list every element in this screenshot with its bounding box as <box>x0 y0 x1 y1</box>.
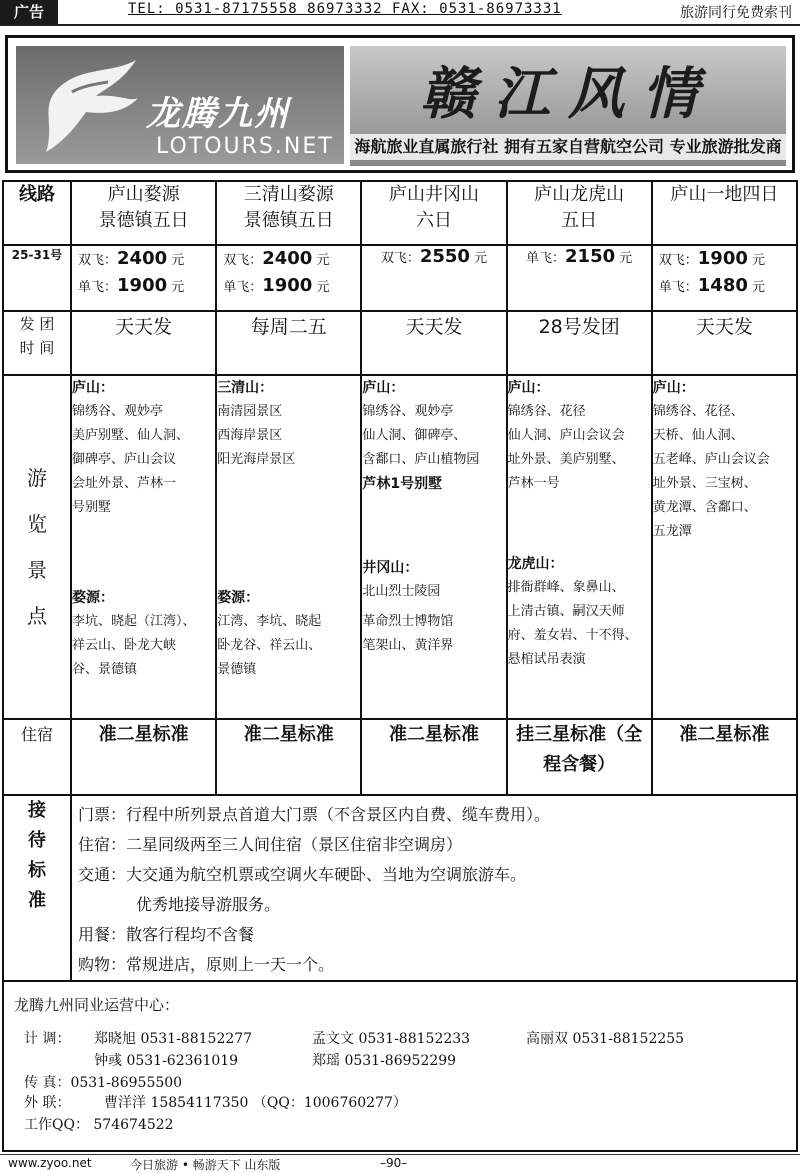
ops-title: 龙腾九州同业运营中心： <box>14 996 180 1014</box>
banner-subtitle: 海航旅业直属旅行社 拥有五家自营航空公司 专业旅游批发商 <box>350 134 786 160</box>
contact-item: 孟文文 0531-88152233 <box>312 1031 471 1047</box>
contact-item: 高丽双 0531-88152255 <box>526 1031 685 1047</box>
departure-label: 发 团 时 间 <box>3 311 71 375</box>
spots-cell: 庐山： 锦绣谷、花径、 天桥、仙人洞、 五老峰、庐山会议会 址外景、三宝树、 黄龙潭、含鄱口、 五龙潭 <box>652 375 797 719</box>
spots-label: 游 览 景 点 <box>3 375 71 719</box>
price-cell: 双飞：2550 元 <box>361 245 506 311</box>
spots-cell: 庐山： 锦绣谷、观妙亭 仙人洞、御碑亭、 含鄱口、庐山植物园 芦林1号别墅 井冈山： 北山烈士陵园 革命烈士博物馆 笔架山、黄洋界 <box>361 375 506 719</box>
reception-label: 接 待 标 准 <box>3 795 71 981</box>
departure-cell: 每周二五 <box>216 311 361 375</box>
qq-line: 工作QQ： 574674522 <box>24 1117 174 1133</box>
stay-cell: 准二星标准 <box>652 719 797 795</box>
contact-item: 郑瑶 0531-86952299 <box>312 1053 457 1069</box>
route-cell: 庐山婺源 景德镇五日 <box>71 181 216 245</box>
stay-label: 住宿 <box>3 719 71 795</box>
brand-line: 今日旅游 • 畅游天下 山东版 <box>130 1158 281 1172</box>
date-label: 25-31号 <box>3 245 71 311</box>
price-cell: 单飞：2150 元 <box>507 245 652 311</box>
stay-cell: 准二星标准 <box>216 719 361 795</box>
logo-box <box>16 46 344 164</box>
price-row <box>3 245 797 311</box>
price-cell: 双飞：2400 元 单飞：1900 元 <box>71 245 216 311</box>
bottom-bar <box>0 1154 800 1173</box>
reception-row <box>3 795 797 981</box>
departure-row <box>3 311 797 375</box>
logo-cn-text: 龙腾九州 <box>146 94 290 134</box>
banner-title: 赣江风情 <box>420 61 716 127</box>
plan-label: 计 调： <box>24 1031 71 1047</box>
site-url: www.zyoo.net <box>8 1156 92 1170</box>
stay-cell: 挂三星标准（全程含餐） <box>507 719 652 795</box>
route-label: 线路 <box>3 181 71 245</box>
contact-item: 郑晓旭 0531-88152277 <box>94 1031 253 1047</box>
dragon-logo-icon <box>26 52 146 160</box>
price-cell: 双飞：1900 元 单飞：1480 元 <box>652 245 797 311</box>
contact-line: TEL: 0531-87175558 86973332 FAX: 0531-86973331 <box>128 1 562 17</box>
contact-section <box>2 976 798 1152</box>
route-table <box>2 180 798 982</box>
slogan: 旅游同行免费索刊 <box>680 5 792 21</box>
departure-cell: 天天发 <box>361 311 506 375</box>
ext-label: 外 联： <box>24 1095 71 1111</box>
reception-items: 门票：行程中所列景点首道大门票（不含景区内自费、缆车费用）。 住宿：二星同级两至三人间住宿（景区住宿非空调房） 交通：大交通为航空机票或空调火车硬卧、当地为空调旅游车。 优秀地接导游服务。 用餐：散客行程均不含餐 购物：常规进店，原则上一天一个。 <box>71 795 797 981</box>
spots-row <box>3 375 797 719</box>
title-box <box>350 46 786 166</box>
departure-cell: 28号发团 <box>507 311 652 375</box>
page-number: –90– <box>380 1156 408 1170</box>
spots-cell: 庐山： 锦绣谷、花径 仙人洞、庐山会议会 址外景、美庐别墅、 芦林一号 龙虎山： 排衙群峰、象鼻山、 上清古镇、嗣汉天师 府、羞女岩、十不得、 悬棺试吊表演 <box>507 375 652 719</box>
price-cell: 双飞：2400 元 单飞：1900 元 <box>216 245 361 311</box>
route-header-row <box>3 181 797 245</box>
stay-cell: 准二星标准 <box>361 719 506 795</box>
top-bar <box>0 0 800 26</box>
route-cell: 三清山婺源 景德镇五日 <box>216 181 361 245</box>
ext-value: 曹洋洋 15854117350 （QQ：1006760277） <box>104 1095 407 1111</box>
stay-row <box>3 719 797 795</box>
route-cell: 庐山龙虎山 五日 <box>507 181 652 245</box>
spots-cell: 庐山： 锦绣谷、观妙亭 美庐别墅、仙人洞、 御碑亭、庐山会议 会址外景、芦林一 号别墅 婺源： 李坑、晓起（江湾）、 祥云山、卧龙大峡 谷、景德镇 <box>71 375 216 719</box>
logo-en-text: LOTOURS.NET <box>156 134 334 159</box>
contact-item: 钟彧 0531-62361019 <box>94 1053 239 1069</box>
ad-tag: 广告 <box>0 0 58 24</box>
fax-line: 传 真：0531-86955500 <box>24 1075 183 1091</box>
departure-cell: 天天发 <box>652 311 797 375</box>
route-cell: 庐山一地四日 <box>652 181 797 245</box>
departure-cell: 天天发 <box>71 311 216 375</box>
stay-cell: 准二星标准 <box>71 719 216 795</box>
banner <box>5 35 795 173</box>
spots-cell: 三清山： 南清园景区 西海岸景区 阳光海岸景区 婺源： 江湾、李坑、晓起 卧龙谷、祥云山、 景德镇 <box>216 375 361 719</box>
route-cell: 庐山井冈山 六日 <box>361 181 506 245</box>
